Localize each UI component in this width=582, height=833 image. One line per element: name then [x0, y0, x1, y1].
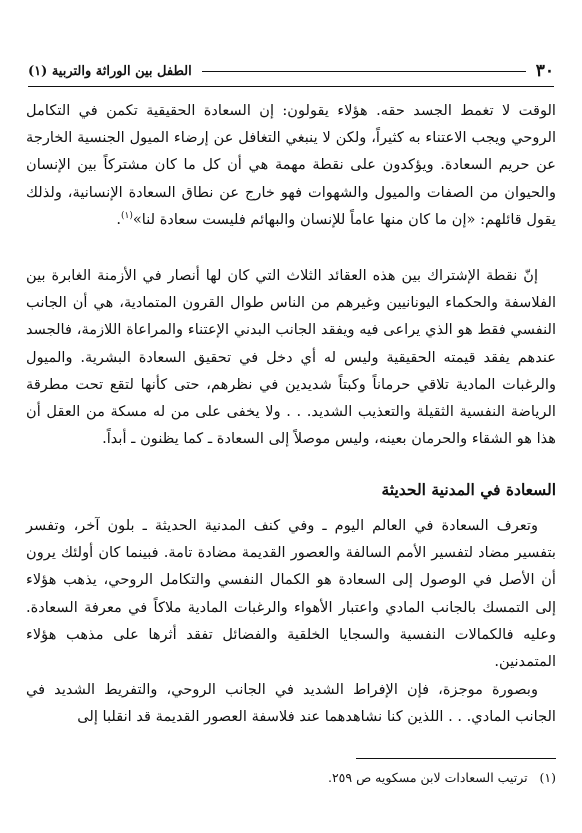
- running-title: الطفل بين الوراثة والتربية (١): [28, 63, 192, 79]
- header-underline: [28, 86, 554, 87]
- paragraph-1: الوقت لا تغمط الجسد حقه. هؤلاء يقولون: إن السعادة الحقيقية تكمن في التكامل الروحي ويجب الاعتناء به كثيراً، ولكن لا ينبغي التغافل عن إرضاء الميول الجنسية الخارجة عن حريم السعادة. ويؤكدون على نقطة مهمة هي أن كل ما كان مشتركاً بين الإنسان والحيوان من الصفات والميول والشهوات فهو خارج عن نطاق السعادة الإنسانية، ولذلك يقول قائلهم: «إن ما كان منها عاماً للإنسان والبهائم فليست سعادة لنا»$^{(١)}$.: [26, 102, 556, 228]
- header-rule: [202, 71, 526, 72]
- paragraph-2-text: إنّ نقطة الإشتراك بين هذه العقائد الثلاث التي كان لها أنصار في الأزمنة الغابرة بين الفلاسفة والحكماء اليونانيين وغيرهم من الناس طوال القرون المتمادية، هي أن الجانب النفسي فقط هو الذي يراعى فيه ويفقد الجانب البدني الإعتناء والمراعاة اللازمة، فالجسد عندهم يفقد قيمته الحقيقية وليس له أي دخل في تحقيق السعادة البشرية. والميول والرغبات المادية تلاقي حرماناً وكبتاً شديدين في نظرهم، حتى كأنها لتقع تحت مطرقة الرياضة النفسية الثقيلة والتعذيب الشديد. . . ولا يخفى على من له مسكة من العقل أن هذا هو الشقاء والحرمان بعينه، وليس موصلاً إلى السعادة ـ كما يظنون ـ أبداً.: [26, 267, 556, 448]
- paragraph-1-text: الوقت لا تغمط الجسد حقه. هؤلاء يقولون: إن السعادة الحقيقية تكمن في التكامل الروحي ويجب الاعتناء به كثيراً، ولكن لا ينبغي التغافل عن إرضاء الميول الجنسية الخارجة عن حريم السعادة. ويؤكدون على نقطة مهمة هي أن كل ما كان مشتركاً بين الإنسان والحيوان من الصفات والميول والشهوات فهو خارج عن نطاق السعادة الإنسانية، ولذلك يقول قائلهم: «إن ما كان منها عاماً للإنسان والبهائم فليست سعادة لنا»: [26, 102, 556, 228]
- paragraph-4-text: وبصورة موجزة، فإن الإفراط الشديد في الجانب الروحي، والتفريط الشديد في الجانب المادي. . . اللذين كنا نشاهدهما عند فلاسفة العصور القديمة قد انقلبا إلى: [26, 681, 556, 726]
- footnote-text: ترتيب السعادات لابن مسكويه ص ٢٥٩.: [327, 770, 528, 785]
- page-number: ٣٠: [535, 61, 554, 81]
- section-heading: السعادة في المدنية الحديثة: [381, 480, 556, 499]
- footnote: [26, 770, 556, 785]
- paragraph-3-text: وتعرف السعادة في العالم اليوم ـ وفي كنف المدنية الحديثة ـ بلون آخر، وتفسر بتفسير مضاد لتفسير الأمم السالفة والعصور القديمة مضادة تامة. فبينما كان أولئك يرون أن الأصل في الوصول إلى السعادة هو الكمال النفسي والتكامل الروحي، يذهب هؤلاء إلى التمسك بالجانب المادي واعتبار الأهواء والرغبات المادية ملاكاً في معرفة السعادة. وعليه فالكمالات النفسية والسجايا الخلقية والفضائل تفقد أثرها على مذهب هؤلاء المتمدنين.: [26, 517, 556, 671]
- paragraph-3: [26, 512, 556, 675]
- footnote-reference: (١): [121, 210, 133, 221]
- paragraph-2: [26, 262, 556, 452]
- paragraph-4: [26, 676, 556, 730]
- footnote-number: (١): [539, 770, 556, 785]
- running-header: [28, 60, 554, 82]
- footnote-rule: [356, 758, 556, 759]
